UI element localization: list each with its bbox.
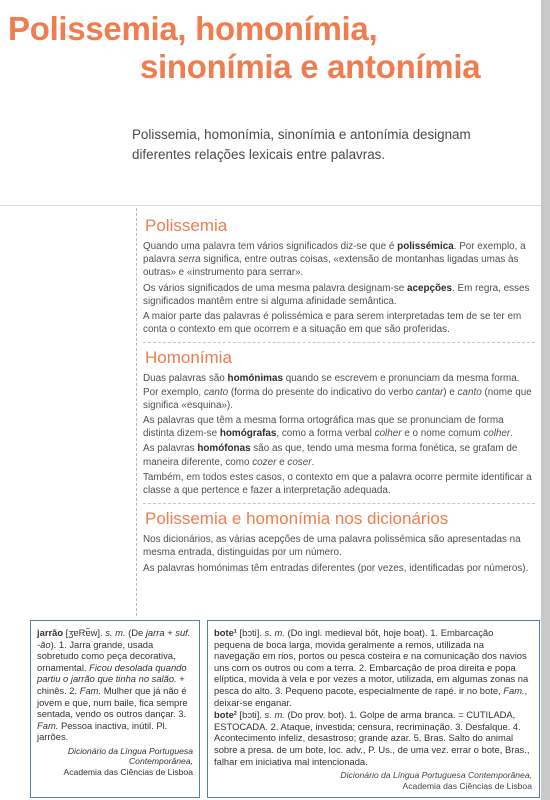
title-line-2: sinonímia e antonímia xyxy=(140,48,481,85)
section-homonimia xyxy=(143,347,535,497)
paragraph: Duas palavras são homónimas quando se escrevem e pronunciam da mesma forma. Por exemplo, canto (forma do presente do indicativo do verbo cantar) e canto (nome que significa «esquina»). xyxy=(143,373,532,411)
section-polissemia xyxy=(143,215,535,336)
dictionary-source: Dicionário da Língua Portuguesa Contemporânea, Academia das Ciências de Lisboa xyxy=(63,745,193,777)
paragraph: A maior parte das palavras é polissémica e para serem interpretadas tem de se ter em conta o contexto em que ocorrem e a situação em que são proferidas. xyxy=(143,311,522,336)
page-edge-strip xyxy=(541,0,550,800)
entry-text: jarrão [ʒɐRɐ̃w]. s. m. (De jarra + suf. -ão). 1. Jarra grande, usada sobretudo como peça decorativa, ornamental. Ficou desolada quando partiu o jarrão que tinha no salão. + chinês. 2. Fam. Mulher que já não é jovem e que, num baile, fica sempre sentada, vendo os outros dançar. 3. Fam. Pessoa inactiva, inútil. Pl. jarrões. xyxy=(37,627,191,743)
dictionary-entry-jarrao xyxy=(30,620,200,798)
section-title: Homonímia xyxy=(145,348,232,368)
intro-text: Polissemia, homonímia, sinonímia e antonímia designam diferentes relações lexicais entre palavras. xyxy=(132,127,471,162)
dictionary-source: Dicionário da Língua Portuguesa Contemporânea, Academia das Ciências de Lisboa xyxy=(340,770,532,792)
page-title xyxy=(8,10,548,86)
paragraph: As palavras que têm a mesma forma ortográfica mas que se pronunciam de forma distinta dizem-se homógrafas, como a forma verbal colher e o nome comum colher. xyxy=(143,415,513,440)
paragraph: Também, em todos estes casos, o contexto em que a palavra ocorre permite identificar a classe a que pertence e fazer a interpretação adequada. xyxy=(143,471,532,497)
title-line-1: Polissemia, homonímia, xyxy=(8,10,378,47)
paragraph: Os vários significados de uma mesma palavra designam-se acepções. Em regra, esses significados mantêm entre si alguma afinidade semântica. xyxy=(143,282,530,307)
section-divider xyxy=(143,342,535,343)
section-divider xyxy=(143,503,535,504)
paragraph: Quando uma palavra tem vários significados diz-se que é polissémica. Por exemplo, a palavra serra significa, entre outras coisas, «extensão de montanhas ligadas umas às outras» e «instrumento para serrar». xyxy=(143,241,526,279)
section-title: Polissemia xyxy=(145,216,228,235)
paragraph: Nos dicionários, as várias acepções de uma palavra polissémica são apresentadas na mesma entrada, distinguidas por um número. xyxy=(143,534,521,559)
horizontal-rule xyxy=(0,205,541,206)
vertical-divider xyxy=(136,208,137,616)
section-title: Polissemia e homonímia nos dicionários xyxy=(145,509,449,529)
entry-text-bote1: bote¹ [bɔti]. s. m. (Do ingl. medieval bōt, hoje boat). 1. Embarcação pequena de boca larga, movida geralmente a remos, utilizada na navegação em rios, portos ou pesca costeira e na comunicação dos navios uns com os outros ou com a terra. 2. Embarcação de proa direita e popa elíptica, movida à vela e por vezes a motor, utilizada, em algumas zonas na pesca do alto. 3. Pequeno pacote, especialmente de rapé. ir no bote, Fam., deixar-se enganar. xyxy=(214,627,529,708)
entry-text-bote2: bote² [bɔti]. s. m. (Do prov. bot). 1. Golpe de arma branca. = CUTILADA, ESTOCADA. 2. Ataque, investida; censura, recriminação. 3. Desfalque. 4. Acontecimento infeliz, desastroso; grande azar. 5. Bras. Salto do animal sobre a presa. de um bote, loc. adv., P. Us., de uma vez. errar o bote, Bras., falhar em iniciativa mal intencionada. xyxy=(214,709,530,767)
section-dicionarios xyxy=(143,508,535,575)
dictionary-entry-bote xyxy=(207,620,540,798)
paragraph: As palavras homónimas têm entradas diferentes (por vezes, identificadas por números). xyxy=(143,562,529,574)
paragraph: As palavras homófonas são as que, tendo uma mesma forma fonética, se grafam de maneira diferente, como cozer e coser. xyxy=(143,443,518,468)
sections-column xyxy=(143,215,535,581)
